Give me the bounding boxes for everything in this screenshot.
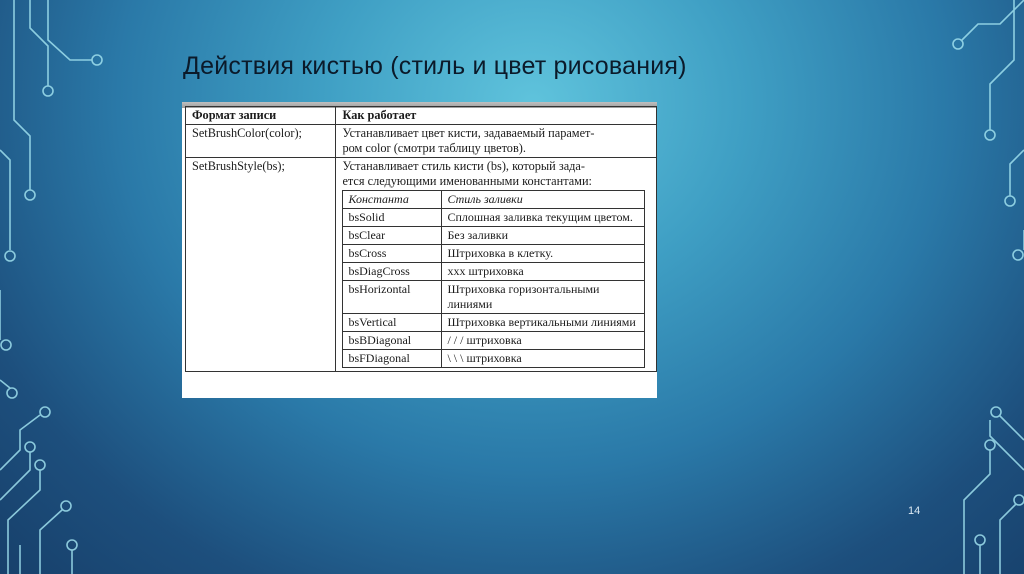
constant-cell: bsClear (343, 227, 442, 245)
constant-cell: bsBDiagonal (343, 332, 442, 350)
table-row (343, 245, 645, 263)
table-row (343, 281, 645, 314)
table-row (343, 263, 645, 281)
format-cell: SetBrushStyle(bs); (186, 158, 336, 372)
table-header-row (186, 107, 657, 125)
description-line: ром color (смотри таблицу цветов). (342, 141, 526, 155)
table-row (186, 158, 657, 372)
style-cell: \ \ \ штриховка (442, 350, 645, 368)
nested-header-row (343, 191, 645, 209)
constant-cell: bsCross (343, 245, 442, 263)
table-row (186, 125, 657, 158)
table-row (343, 209, 645, 227)
slide-title: Действия кистью (стиль и цвет рисования) (183, 52, 687, 80)
brush-actions-table (185, 106, 657, 372)
header-constant: Константа (343, 191, 442, 209)
table-row (343, 227, 645, 245)
header-format: Формат записи (186, 107, 336, 125)
constant-cell: bsSolid (343, 209, 442, 227)
brush-styles-table (342, 190, 645, 368)
description-line: Устанавливает стиль кисти (bs), который зада- (342, 159, 585, 173)
style-cell: xxx штриховка (442, 263, 645, 281)
page-number: 14 (908, 505, 921, 517)
style-cell: Штриховка горизонтальными линиями (442, 281, 645, 314)
constant-cell: bsDiagCross (343, 263, 442, 281)
table-row (343, 332, 645, 350)
format-cell: SetBrushColor(color); (186, 125, 336, 158)
style-cell: Штриховка в клетку. (442, 245, 645, 263)
header-how-it-works: Как работает (336, 107, 657, 125)
description-cell (336, 125, 657, 158)
description-line: Устанавливает цвет кисти, задаваемый парамет- (342, 126, 595, 140)
style-cell: Без заливки (442, 227, 645, 245)
table-row (343, 314, 645, 332)
style-cell: Штриховка вертикальными линиями (442, 314, 645, 332)
constant-cell: bsFDiagonal (343, 350, 442, 368)
constant-cell: bsVertical (343, 314, 442, 332)
constant-cell: bsHorizontal (343, 281, 442, 314)
description-line: ется следующими именованными константами: (342, 174, 592, 188)
style-cell: Сплошная заливка текущим цветом. (442, 209, 645, 227)
style-cell: / / / штриховка (442, 332, 645, 350)
document-image (182, 102, 657, 398)
description-cell (336, 158, 657, 372)
header-fill-style: Стиль заливки (442, 191, 645, 209)
table-row (343, 350, 645, 368)
